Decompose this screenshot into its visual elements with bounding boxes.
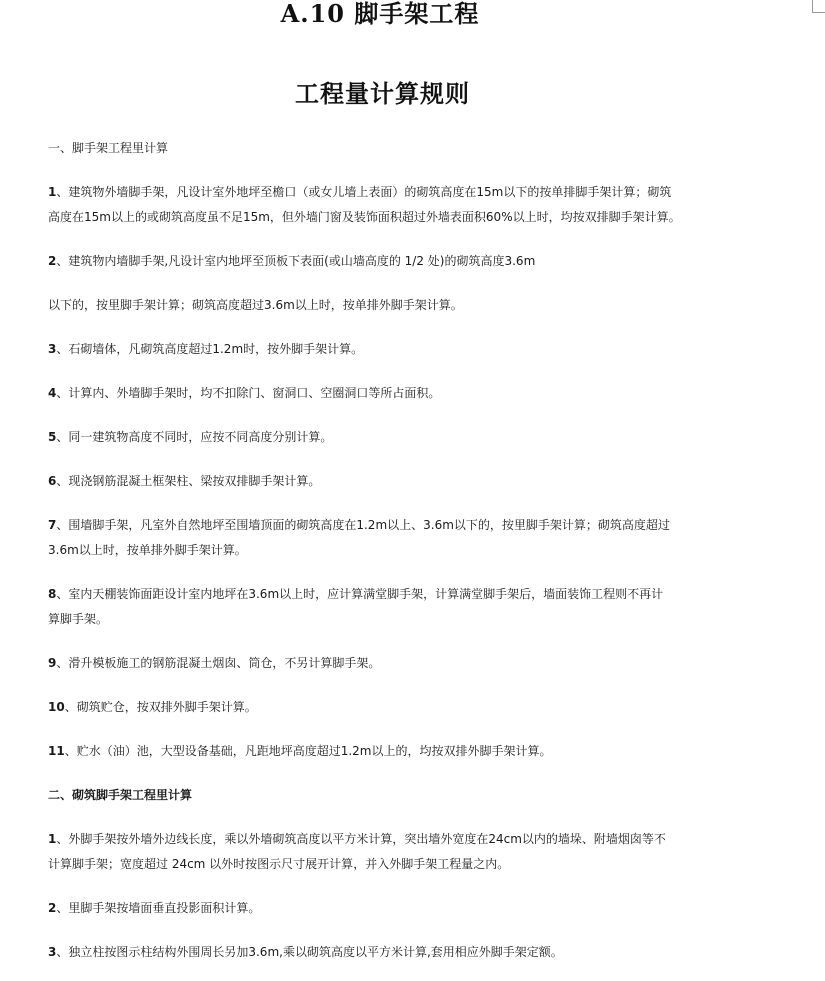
item-text-line: 、围墙脚手架，凡室外自然地坪至围墙顶面的砌筑高度在1.2m以上、3.6m以下的，按里脚手架计算；砌筑高度超过 — [56, 518, 670, 532]
s2-item-3 — [48, 940, 728, 965]
s1-item-7 — [48, 513, 728, 538]
s1-item-8-line-2: 算脚手架。 — [48, 612, 109, 626]
item-number: 10 — [48, 700, 65, 714]
item-number: 11 — [48, 744, 65, 758]
item-text-line: 、计算内、外墙脚手架时，均不扣除门、窗洞口、空圈洞口等所占面积。 — [56, 386, 441, 400]
s1-item-6 — [48, 469, 728, 494]
document-header-title: A.10 脚手架工程 — [280, 0, 480, 28]
page-corner-edge — [812, 0, 825, 13]
s1-item-1-line-2: 高度在15m以上的或砌筑高度虽不足15m，但外墙门窗及装饰面积超过外墙表面积60%以上时，均按双排脚手架计算。 — [48, 210, 681, 224]
item-text-line: 、现浇钢筋混凝土框架柱、梁按双排脚手架计算。 — [56, 474, 321, 488]
s1-item-2-continuation: 以下的，按里脚手架计算；砌筑高度超过3.6m以上时，按单排外脚手架计算。 — [48, 298, 463, 312]
document-main-title: 工程量计算规则 — [295, 80, 470, 108]
s2-item-1-line-2: 计算脚手架；宽度超过 24cm 以外时按图示尺寸展开计算，并入外脚手架工程量之内。 — [48, 857, 510, 871]
item-number: 3 — [48, 945, 57, 959]
s1-item-3 — [48, 337, 728, 362]
item-text-line: 、建筑物内墙脚手架,凡设计室内地坪至顶板下表面(或山墙高度的 1/2 处)的砌筑高度3.6m — [56, 254, 536, 268]
s1-item-11 — [48, 739, 728, 764]
item-text-line: 、石砌墙体，凡砌筑高度超过1.2m时，按外脚手架计算。 — [56, 342, 364, 356]
item-number: 2 — [48, 901, 57, 915]
item-number: 5 — [48, 430, 57, 444]
item-number: 3 — [48, 342, 57, 356]
item-number: 4 — [48, 386, 57, 400]
item-text-line: 、同一建筑物高度不同时，应按不同高度分别计算。 — [56, 430, 333, 444]
item-number: 1 — [48, 185, 57, 199]
section-1-heading: 一、脚手架工程里计算 — [48, 141, 169, 155]
item-number: 7 — [48, 518, 57, 532]
s1-item-1 — [48, 180, 728, 205]
item-text-line: 、室内天棚装饰面距设计室内地坪在3.6m以上时，应计算满堂脚手架，计算满堂脚手架后，墙面装饰工程则不再计 — [56, 587, 664, 601]
item-text-line: 、砌筑贮仓，按双排外脚手架计算。 — [64, 700, 257, 714]
item-number: 9 — [48, 656, 57, 670]
item-text-line: 、独立柱按图示柱结构外围周长另加3.6m,乘以砌筑高度以平方米计算,套用相应外脚手架定额。 — [56, 945, 563, 959]
item-text-line: 、滑升模板施工的钢筋混凝土烟囱、筒仓，不另计算脚手架。 — [56, 656, 381, 670]
s1-item-7-line-2: 3.6m以上时，按单排外脚手架计算。 — [48, 543, 247, 557]
s1-item-8 — [48, 582, 728, 607]
item-number: 8 — [48, 587, 57, 601]
s1-item-4 — [48, 381, 728, 406]
s2-item-2 — [48, 896, 728, 921]
item-text-line: 、里脚手架按墙面垂直投影面积计算。 — [56, 901, 261, 915]
s1-item-10 — [48, 695, 728, 720]
item-text-line: 、贮水（油）池，大型设备基础，凡距地坪高度超过1.2m以上的，均按双排外脚手架计算。 — [64, 744, 552, 758]
s1-item-2 — [48, 249, 728, 274]
item-text-line: 、外脚手架按外墙外边线长度，乘以外墙砌筑高度以平方米计算，突出墙外宽度在24cm以内的墙垛、附墙烟囱等不 — [56, 832, 666, 846]
item-number: 2 — [48, 254, 57, 268]
section-2-heading: 二、砌筑脚手架工程里计算 — [48, 788, 193, 802]
item-number: 6 — [48, 474, 57, 488]
s1-item-9 — [48, 651, 728, 676]
item-number: 1 — [48, 832, 57, 846]
item-text-line: 、建筑物外墙脚手架，凡设计室外地坪至檐口（或女儿墙上表面）的砌筑高度在15m以下的按单排脚手架计算；砌筑 — [56, 185, 672, 199]
s2-item-1 — [48, 827, 728, 852]
s1-item-5 — [48, 425, 728, 450]
